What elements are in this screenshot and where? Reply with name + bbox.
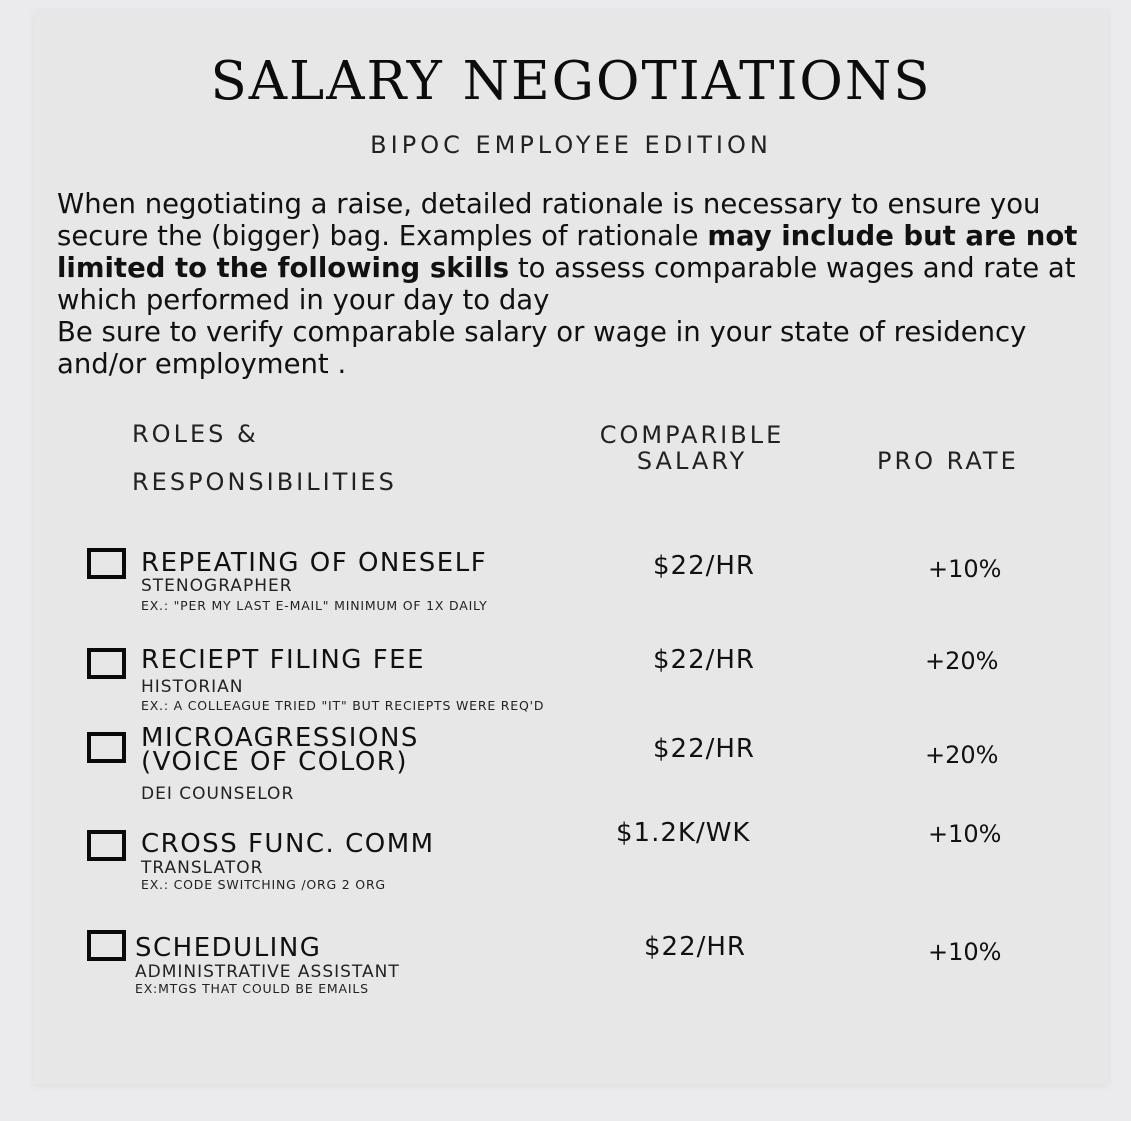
row-title-line1: MICROAGRESSIONS bbox=[141, 723, 419, 753]
intro-part2: to assess comparable wages and rate at which performed in your day to day bbox=[57, 252, 1076, 316]
row-rate: +20% bbox=[925, 741, 999, 769]
salary-card bbox=[34, 10, 1108, 1084]
row-salary: $22/HR bbox=[644, 932, 747, 962]
row-checkbox[interactable] bbox=[87, 548, 126, 579]
row-role: HISTORIAN bbox=[141, 677, 244, 697]
row-title: RECIEPT FILING FEE bbox=[141, 645, 426, 675]
row-checkbox[interactable] bbox=[87, 732, 126, 763]
row-checkbox[interactable] bbox=[87, 930, 126, 961]
row-example: EX:MTGS THAT COULD BE EMAILS bbox=[135, 981, 369, 996]
row-title: SCHEDULING bbox=[135, 933, 322, 963]
row-rate: +10% bbox=[928, 820, 1002, 848]
row-role: TRANSLATOR bbox=[141, 858, 264, 878]
row-salary: $22/HR bbox=[653, 645, 756, 675]
header-rate: PRO RATE bbox=[877, 447, 1019, 475]
row-role: STENOGRAPHER bbox=[141, 576, 293, 596]
header-salary-line1: COMPARIBLE bbox=[599, 421, 785, 449]
intro-text bbox=[57, 188, 1097, 380]
row-role: DEI COUNSELOR bbox=[141, 784, 295, 804]
header-salary bbox=[580, 422, 804, 474]
row-title: CROSS FUNC. COMM bbox=[141, 829, 435, 859]
row-rate: +20% bbox=[925, 647, 999, 675]
header-roles-line1: ROLES & bbox=[132, 420, 259, 448]
header-roles-line2: RESPONSIBILITIES bbox=[132, 468, 397, 496]
row-rate: +10% bbox=[928, 938, 1002, 966]
intro-paragraph-2: Be sure to verify comparable salary or wage in your state of residency and/or employment . bbox=[57, 316, 1027, 380]
row-role: ADMINISTRATIVE ASSISTANT bbox=[135, 962, 400, 982]
header-roles bbox=[132, 410, 397, 506]
row-salary: $22/HR bbox=[653, 551, 756, 581]
row-example: EX.: "PER MY LAST E-MAIL" MINIMUM OF 1X DAILY bbox=[141, 598, 488, 613]
intro-paragraph bbox=[57, 188, 1097, 316]
intro-part1: When negotiating a raise, detailed rationale is necessary to ensure you secure the (bigger) bag. Examples of rationale bbox=[57, 188, 1041, 252]
page-title: SALARY NEGOTIATIONS bbox=[210, 51, 932, 112]
row-example: EX.: A COLLEAGUE TRIED "IT" BUT RECIEPTS WERE REQ'D bbox=[141, 698, 545, 713]
row-salary: $1.2K/WK bbox=[616, 818, 751, 848]
row-checkbox[interactable] bbox=[87, 830, 126, 861]
row-rate: +10% bbox=[928, 555, 1002, 583]
header-salary-line2: SALARY bbox=[636, 447, 748, 475]
row-title: REPEATING OF ONESELF bbox=[141, 548, 488, 578]
page-subtitle: BIPOC EMPLOYEE EDITION bbox=[370, 131, 772, 159]
row-salary: $22/HR bbox=[653, 734, 756, 764]
row-example: EX.: CODE SWITCHING /ORG 2 ORG bbox=[141, 877, 386, 892]
row-checkbox[interactable] bbox=[87, 648, 126, 679]
row-title-line2: (VOICE OF COLOR) bbox=[141, 747, 408, 777]
intro-bold: may include but are not limited to the following skills bbox=[57, 220, 1078, 284]
